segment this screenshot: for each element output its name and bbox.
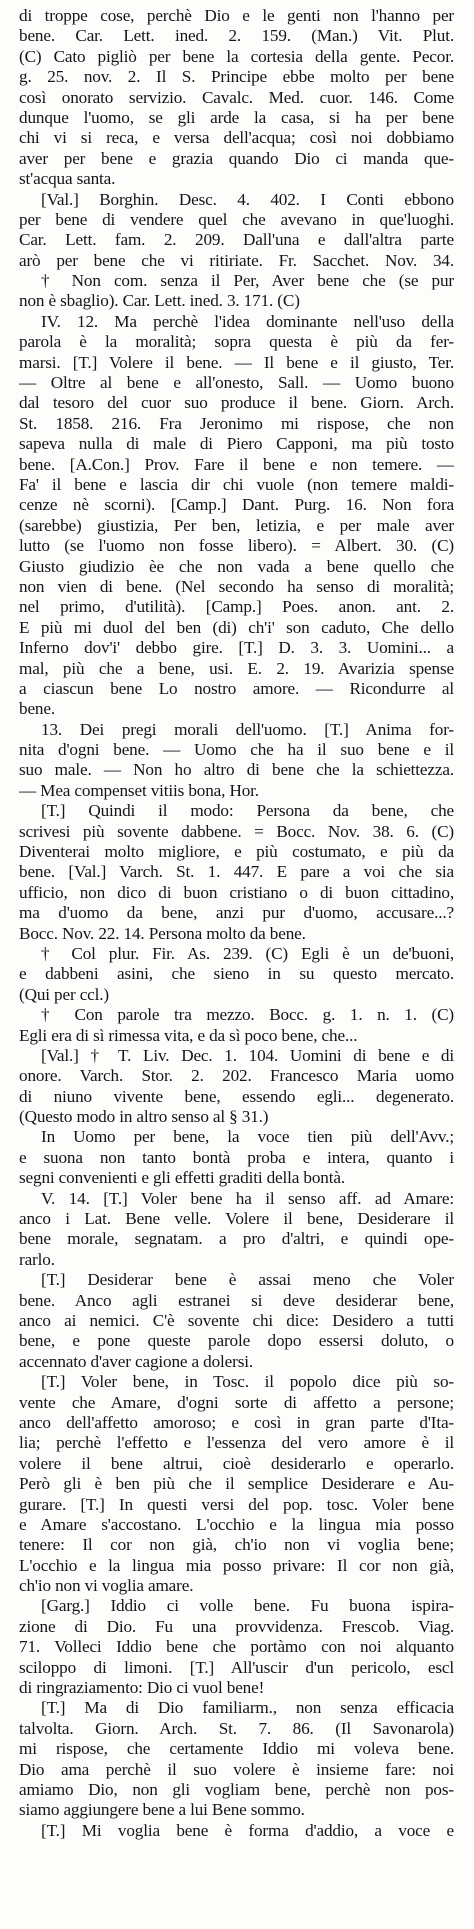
text-line: — Oltre al bene e all'onesto, Sall. — Uomo buono [19,373,454,393]
text-line: E più mi duol del ben (di) ch'i' son caduto, Che dello [19,617,454,637]
text-line: † Non com. senza il Per, Aver bene che (se pur [41,271,454,291]
text-line: segni convenienti e gli effetti graditi della bontà. [19,1168,345,1188]
text-line: St. 1858. 216. Fra Jeronimo mi rispose, che non [19,413,454,433]
text-line: e Amare s'accostano. L'occhio e la lingua mia posso [19,1514,454,1534]
text-line: lia; perchè l'effetto e l'essenza del vero amore è il [19,1433,454,1453]
text-line: a ciascun bene Lo nostro amore. — Ricondurre al [19,678,454,698]
text-line: ch'io non vi voglia amare. [19,1576,194,1596]
text-line: aver per bene e grazia quando Dio ci manda que- [19,148,454,168]
text-line: st'acqua santa. [19,169,116,189]
text-line: nel primo, d'utilità). [Camp.] Poes. anon. ant. 2. [19,597,454,617]
text-line: siamo aggiungere bene a lui Bene sommo. [19,1800,305,1820]
text-line: (Qui per ccl.) [19,984,109,1004]
text-line: † Col plur. Fir. As. 239. (C) Egli è un de'buoni, [41,943,454,963]
text-line: ufficio, non dico di buon cristiano o di buon cittadino, [19,882,454,902]
text-line: parola è la moralità; sopra questa è più da fer- [19,332,454,352]
text-line: In Uomo per bene, la voce tien più dell'Avv.; [41,1127,454,1147]
text-line: amiamo Dio, non gli vogliam bene, perchè non pos- [19,1779,454,1799]
text-line: bene. [Val.] Varch. St. 1. 447. E pare a voi che sia [19,862,454,882]
text-line: e suona non tanto bontà proba e intera, quanto i [19,1147,454,1167]
text-line: anco dell'affetto amoroso; e così in gran parte d'Ita- [19,1412,454,1432]
text-line: [Val.] † T. Liv. Dec. 1. 104. Uomini di bene e di [41,1045,454,1065]
text-line: anco ai nemici. C'è sovente chi dice: Desidero a tutti [19,1311,454,1330]
text-line: Fa' il bene e lascia dir chi vuole (non temere maldi- [19,474,454,494]
text-line: lutto (se l'uomo non fosse libero). = Albert. 30. (C) [19,536,454,556]
text-line: non è sbaglio). Car. Lett. ined. 3. 171. (C) [19,291,300,311]
text-line: onore. Varch. Stor. 2. 202. Francesco Maria uomo [19,1066,454,1086]
text-line: [T.] Ma di Dio familiarm., non senza efficacia [41,1698,454,1718]
text-line: così onorato servizio. Cavalc. Med. cuor. 146. Come [19,87,454,107]
text-line: bene, e pone queste parole dopo essersi doluto, o [19,1331,454,1351]
text-line: [Val.] Borghin. Desc. 4. 402. I Conti ebbono [41,189,454,209]
text-line: dunque l'uomo, se gli arde la casa, si ha per bene [19,107,454,127]
text-line: gurare. [T.] In questi versi del pop. tosc. Voler bene [19,1494,454,1514]
text-line: suo male. — Non ho altro di bene che la schiettezza. [19,760,454,780]
text-line: vente che Amare, d'ogni sorte di affetto a persone; [19,1392,454,1412]
text-line: [T.] Quindi il modo: Persona da bene, che [41,801,454,821]
text-line: Diventerai molto migliore, e più costumato, e più da [19,842,454,862]
text-line: † Con parole tra mezzo. Bocc. g. 1. n. 1. (C) [41,1005,454,1025]
text-line: bene. Anco agli estranei si deve desiderar bene, [19,1290,454,1310]
text-line: rarlo. [19,1249,55,1269]
text-line: dal tesoro del cuor suo produce il bene. Giorn. Arch. [19,393,454,413]
text-line: arò per bene che vi ritiriate. Fr. Sacchet. Nov. 34. [19,250,454,270]
text-line: sciloppo di limoni. [T.] All'uscir d'un pericolo, escl [19,1657,454,1677]
text-line: g. 25. nov. 2. Il S. Principe ebbe molto per bene [19,67,454,87]
text-line: di troppe cose, perchè Dio e le genti non l'hanno per [19,6,454,25]
text-line: non vien di bene. (Nel secondo ha senso di moralità; [19,576,454,596]
text-line: (Questo modo in altro senso al § 31.) [19,1107,269,1127]
text-line: marsi. [T.] Volere il bene. — Il bene e il giusto, Ter. [19,352,454,372]
text-line: Dio ama perchè il suo volere è insieme fare: noi [19,1759,454,1779]
text-line: Però gli è ben più che il semplice Desiderare e Au- [19,1474,454,1494]
text-line: mal, più che a bene, usi. E. 2. 19. Avarizia spense [19,658,454,678]
text-line: per bene di vendere quel che avevano in que'luoghi. [19,209,454,229]
text-line: bene. [19,699,55,719]
text-line: mi rispose, che certamente Iddio mi voleva bene. [19,1739,454,1759]
text-line: anco i Lat. Bene velle. Volere il bene, Desiderare il [19,1209,454,1229]
text-line: e dabbeni asini, che sieno in su questo mercato. [19,964,454,984]
text-line: [Garg.] Iddio ci volle bene. Fu buona ispira- [41,1596,454,1616]
text-line: V. 14. [T.] Voler bene ha il senso aff. ad Amare: [41,1188,454,1208]
text-line: [T.] Voler bene, in Tosc. il popolo dice più so- [41,1372,454,1392]
text-line: bene. [A.Con.] Prov. Fare il bene e non temere. — [19,454,454,474]
text-line: cenze nè scorni). [Camp.] Dant. Purg. 16. Non fora [19,495,454,515]
text-line: chi vi si reca, e versa dell'acqua; così noi dobbiamo [19,128,454,148]
text-line: talvolta. Giorn. Arch. St. 7. 86. (Il Savonarola) [19,1718,454,1738]
text-line: (C) Cato pigliò per bene la cortesia della gente. Pecor. [19,46,454,66]
text-line: Inferno dov'i' debbo gire. [T.] D. 3. 3. Uomini... a [19,638,454,658]
text-line: nita d'ogni bene. — Uomo che ha il suo bene e il [19,740,454,760]
text-line: scrivesi più sovente dabbene. = Bocc. Nov. 38. 6. (C) [19,821,454,841]
text-line: [T.] Desiderar bene è assai meno che Voler [41,1270,454,1290]
text-line: ma d'uomo da bene, anzi pur d'uomo, accusare...? [19,903,454,923]
text-line: Giusto giudizio èe che non vada a bene quello che [19,556,454,576]
text-line: bene morale, segnatam. a pro d'altri, e quindi ope- [19,1229,454,1249]
text-line: di niuno vivente bene, essendo egli... degenerato. [19,1086,454,1106]
text-line: accennato d'aver cagione a dolersi. [19,1351,254,1371]
text-line: di ringraziamento: Dio ci vuol bene! [19,1678,265,1698]
text-line: L'occhio e la lingua mia posso privare: Il cor non già, [19,1555,454,1575]
text-line: (sarebbe) giustizia, Per ben, letizia, e per male aver [19,515,454,535]
text-line: IV. 12. Ma perchè l'idea dominante nell'uso della [41,311,454,331]
text-line: tenere: Il cor non già, ch'io non vi voglia bene; [19,1535,454,1555]
text-line: 71. Volleci Iddio bene che portàmo con noi alquanto [19,1637,454,1657]
text-line: Bocc. Nov. 22. 14. Persona molto da bene. [19,923,306,943]
text-line: Egli era di sì rimessa vita, e da sì poco bene, che... [19,1025,358,1045]
text-line: sapeva nulla di male di Piero Capponi, ma più tosto [19,434,454,454]
text-line: [T.] Mi voglia bene è forma d'addio, a voce e [41,1820,454,1840]
text-line: volere il bene altrui, cioè desiderarlo e operarlo. [19,1453,454,1473]
text-line: — Mea compenset vitiis bona, Hor. [19,780,259,800]
text-line: zione di Dio. Fu una provvidenza. Frescob. Viag. [19,1616,454,1636]
text-line: Car. Lett. fam. 2. 209. Dall'una e dall'altra parte [19,230,454,250]
text-line: bene. Car. Lett. ined. 2. 159. (Man.) Vit. Plut. [19,26,454,46]
text-line: 13. Dei pregi morali dell'uomo. [T.] Anima for- [41,719,454,739]
